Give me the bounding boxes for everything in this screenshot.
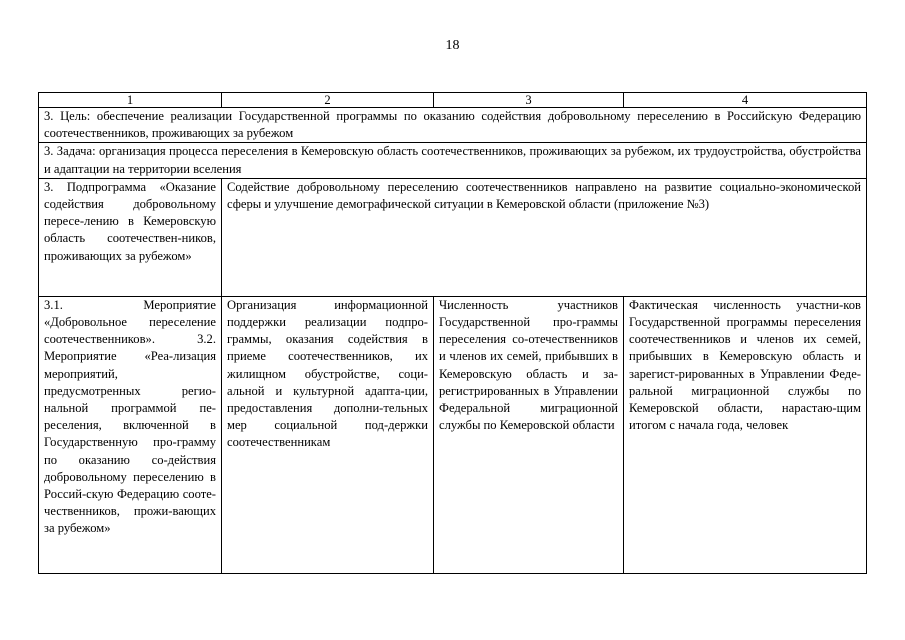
subprogram-description: Содействие добровольному переселению соотечественников направлено на развитие социально-экономической сферы и улучшение демографической ситуации в Кемеровской области (приложение №3) <box>222 178 867 296</box>
goal-text: 3. Цель: обеспечение реализации Государственной программы по оказанию содействия добровольному переселению в Российскую Федерацию соотечественников, проживающих за рубежом <box>39 108 867 143</box>
column-header-3: 3 <box>434 93 624 108</box>
task-row <box>39 143 867 178</box>
event-measures: Организация информационной поддержки реализации подпро-граммы, оказания содействия в приеме соотечественников, их жилищном обустройстве, соци-альной и культурной адапта-ции, предоставления дополни-тельных мер социальной под-держки соотечественникам <box>222 296 434 573</box>
table-header-row <box>39 93 867 108</box>
subprogram-name: 3. Подпрограмма «Оказание содействия добровольному пересе-лению в Кемеровскую область соотечествен-ников, проживающих за рубежом» <box>39 178 222 296</box>
goal-row <box>39 108 867 143</box>
column-header-4: 4 <box>624 93 867 108</box>
task-text: 3. Задача: организация процесса переселения в Кемеровскую область соотечественников, проживающих за рубежом, их трудоустройства, обустройства и адаптации на территории вселения <box>39 143 867 178</box>
column-header-1: 1 <box>39 93 222 108</box>
column-header-2: 2 <box>222 93 434 108</box>
page-number: 18 <box>445 38 460 53</box>
indicators-table <box>38 92 867 574</box>
events-row <box>39 296 867 573</box>
subprogram-row <box>39 178 867 296</box>
indicator-name: Численность участников Государственной про-граммы переселения со-отечественников и членов их семей, прибывших в Кемеровскую область и за-регистрированных в Управлении Федеральной миграционной службы по Кемеровской области <box>434 296 624 573</box>
indicator-method: Фактическая численность участни-ков Государственной программы переселения соотечественников и членов их семей, прибывших в Кемеровскую область и зарегист-рированных в Управлении Феде-ральной миграционной службы по Кемеровской области, нарастаю-щим итогом с начала года, человек <box>624 296 867 573</box>
events-list: 3.1. Мероприятие «Добровольное переселение соотечественников». 3.2. Мероприятие «Реа-лизация мероприятий, предусмотренных регио-нальной программой пе-реселения, включенной в Государственную про-грамму по оказанию со-действия добровольному переселению в Россий-скую Федерацию соотe-чественников, прожи-вающих за рубежом» <box>39 296 222 573</box>
